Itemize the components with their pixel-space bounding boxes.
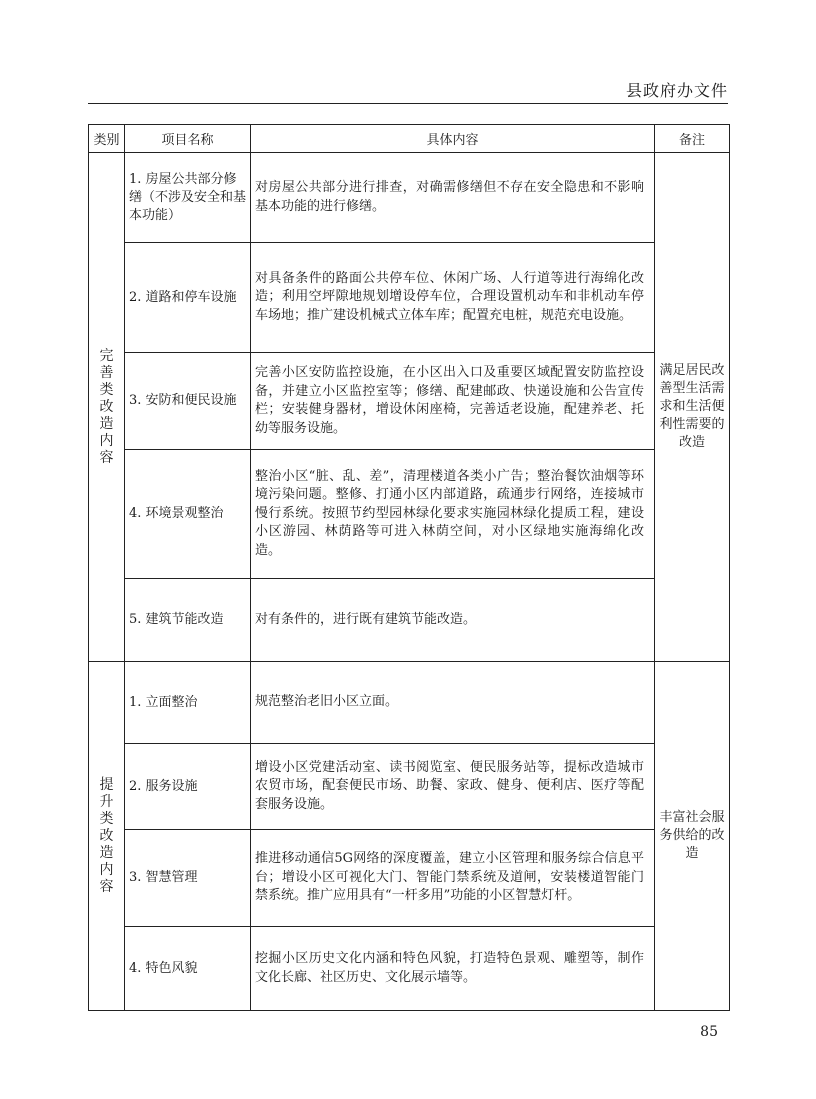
table-row xyxy=(89,579,730,662)
header-divider xyxy=(88,103,728,104)
table-row xyxy=(89,927,730,1011)
table-row xyxy=(89,830,730,927)
note-cell-improvement: 满足居民改善型生活需求和生活便利性需要的改造 xyxy=(655,153,730,662)
table-row xyxy=(89,744,730,830)
item-name: 2. 道路和停车设施 xyxy=(125,243,251,353)
table-header-row xyxy=(89,125,730,153)
item-content: 推进移动通信5G网络的深度覆盖，建立小区管理和服务综合信息平台；增设小区可视化大门、智能门禁系统及道闸，安装楼道智能门禁系统。推广应用具有“一杆多用”功能的小区智慧灯杆。 xyxy=(251,830,655,927)
page-number: 85 xyxy=(700,1024,718,1040)
column-header-content: 具体内容 xyxy=(251,125,655,153)
category-label: 提升类改造内容 xyxy=(99,776,114,895)
table-row xyxy=(89,153,730,243)
column-header-item: 项目名称 xyxy=(125,125,251,153)
column-header-category: 类别 xyxy=(89,125,125,153)
item-content: 挖掘小区历史文化内涵和特色风貌，打造特色景观、雕塑等，制作文化长廊、社区历史、文化展示墙等。 xyxy=(251,927,655,1011)
item-name: 2. 服务设施 xyxy=(125,744,251,830)
item-name: 4. 环境景观整治 xyxy=(125,450,251,579)
item-content: 对有条件的，进行既有建筑节能改造。 xyxy=(251,579,655,662)
table-row xyxy=(89,353,730,450)
category-label: 完善类改造内容 xyxy=(99,347,114,466)
document-header-title: 县政府办文件 xyxy=(625,81,728,100)
item-name: 3. 智慧管理 xyxy=(125,830,251,927)
category-cell-improvement xyxy=(89,153,125,662)
column-header-note: 备注 xyxy=(655,125,730,153)
table-row xyxy=(89,243,730,353)
table-row xyxy=(89,450,730,579)
item-name: 3. 安防和便民设施 xyxy=(125,353,251,450)
item-content: 对房屋公共部分进行排查，对确需修缮但不存在安全隐患和不影响基本功能的进行修缮。 xyxy=(251,153,655,243)
item-name: 4. 特色风貌 xyxy=(125,927,251,1011)
item-content: 增设小区党建活动室、读书阅览室、便民服务站等，提标改造城市农贸市场，配套便民市场、助餐、家政、健身、便利店、医疗等配套服务设施。 xyxy=(251,744,655,830)
item-content: 整治小区“脏、乱、差”，清理楼道各类小广告；整治餐饮油烟等环境污染问题。整修、打通小区内部道路，疏通步行网络，连接城市慢行系统。按照节约型园林绿化要求实施园林绿化提质工程，建设小区游园、林荫路等可进入林荫空间，对小区绿地实施海绵化改造。 xyxy=(251,450,655,579)
item-name: 1. 房屋公共部分修缮（不涉及安全和基本功能） xyxy=(125,153,251,243)
item-name: 1. 立面整治 xyxy=(125,662,251,744)
item-content: 规范整治老旧小区立面。 xyxy=(251,662,655,744)
table-row xyxy=(89,662,730,744)
item-content: 对具备条件的路面公共停车位、休闲广场、人行道等进行海绵化改造；利用空坪隙地规划增设停车位，合理设置机动车和非机动车停车场地；推广建设机械式立体车库；配置充电桩，规范充电设施。 xyxy=(251,243,655,353)
renovation-content-table xyxy=(88,124,730,1011)
item-name: 5. 建筑节能改造 xyxy=(125,579,251,662)
category-cell-upgrade xyxy=(89,662,125,1011)
item-content: 完善小区安防监控设施，在小区出入口及重要区域配置安防监控设备，并建立小区监控室等；修缮、配建邮政、快递设施和公告宣传栏；安装健身器材，增设休闲座椅，完善适老设施，配建养老、托幼等服务设施。 xyxy=(251,353,655,450)
note-cell-upgrade: 丰富社会服务供给的改造 xyxy=(655,662,730,1011)
